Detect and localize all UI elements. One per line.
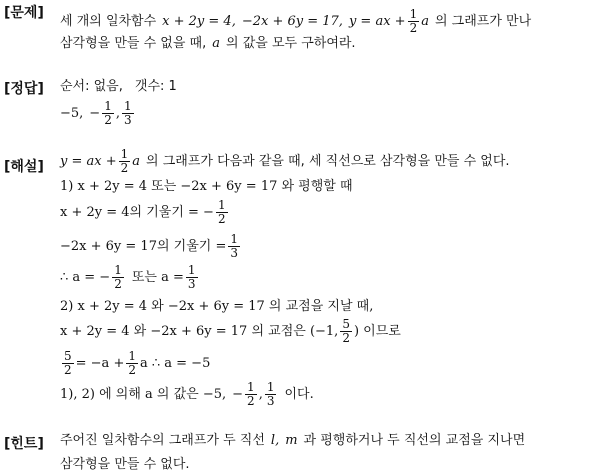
- comma: ,: [258, 386, 263, 402]
- equation: x + 2y = 4,: [162, 13, 236, 29]
- answer-value: −5,: [60, 105, 84, 121]
- solution-line-4: [60, 233, 242, 259]
- hint-label: [힌트]: [4, 436, 44, 452]
- fraction: $\frac{1}{2}$: [217, 198, 226, 226]
- variable: a: [132, 153, 141, 169]
- fraction: $\frac{1}{3}$: [187, 263, 196, 291]
- comma: ,: [115, 105, 120, 121]
- fraction: $\frac{5}{2}$: [342, 317, 350, 345]
- variable: l,: [270, 433, 280, 448]
- hint-text: 주어진 일차함수의 그래프가 두 직선: [60, 433, 265, 448]
- hint-text: 과 평행하거나 두 직선의 교점을 지나면: [303, 433, 526, 448]
- solution-line-3: [60, 199, 230, 225]
- solution-text: x + 2y = 4의 기울기 = −: [60, 204, 214, 220]
- hint-line-2: [60, 458, 190, 471]
- variable: a: [212, 36, 221, 51]
- minus-sign: −: [89, 105, 101, 121]
- solution-line-9: [60, 381, 314, 407]
- problem-text: 세 개의 일차함수: [60, 13, 157, 29]
- solution-text: 1) x + 2y = 4 또는 −2x + 6y = 17 와 평행할 때: [60, 179, 353, 194]
- problem-line-1: [60, 8, 531, 34]
- solution-text: a ∴ a = −5: [139, 355, 211, 371]
- solution-line-2: [60, 180, 353, 193]
- answer-label: [정답]: [4, 81, 44, 97]
- hint-line-1: [60, 434, 525, 447]
- fraction: $\frac{1}{2}$: [114, 263, 122, 291]
- minus-sign: −: [232, 386, 244, 402]
- solution-text: −2x + 6y = 17의 기울기 =: [60, 238, 227, 254]
- solution-line-5: [60, 264, 200, 290]
- problem-line-2: [60, 37, 356, 50]
- fraction: $\frac{1}{3}$: [230, 232, 238, 260]
- answer-order: 순서: 없음,: [60, 79, 123, 94]
- fraction: $\frac{1}{2}$: [409, 7, 418, 35]
- solution-text: 2) x + 2y = 4 와 −2x + 6y = 17 의 교점을 지날 때,: [60, 299, 374, 314]
- answer-count: 갯수: 1: [134, 79, 177, 94]
- hint-text: 삼각형을 만들 수 없다.: [60, 457, 190, 472]
- solution-text: = −a +: [75, 355, 125, 371]
- solution-line-7: [60, 318, 401, 344]
- equation: −2x + 6y = 17,: [241, 13, 343, 29]
- fraction: $\frac{1}{3}$: [266, 380, 275, 408]
- fraction: $\frac{1}{2}$: [247, 380, 255, 408]
- solution-text: 또는 a =: [131, 269, 184, 285]
- solution-text: 1), 2) 에 의해 a 의 값은 −5,: [60, 386, 227, 402]
- solution-text: 이다.: [284, 386, 314, 402]
- answer-line-1: [60, 80, 177, 93]
- solution-line-8: [60, 350, 210, 376]
- equation: y = ax +: [348, 13, 406, 29]
- fraction: $\frac{5}{2}$: [64, 349, 72, 377]
- variable: m: [285, 433, 298, 448]
- fraction: $\frac{1}{2}$: [104, 99, 112, 127]
- answer-line-2: [60, 100, 136, 126]
- problem-label: [문제]: [4, 5, 44, 21]
- fraction: $\frac{1}{2}$: [128, 349, 136, 377]
- solution-line-1: [60, 148, 510, 174]
- solution-text: x + 2y = 4 와 −2x + 6y = 17 의 교점은 (−1,: [60, 323, 339, 339]
- variable: a: [421, 13, 429, 29]
- equation: y = ax +: [60, 153, 117, 169]
- solution-label: [해설]: [4, 159, 44, 175]
- fraction: $\frac{1}{3}$: [123, 99, 132, 127]
- problem-text: 의 값을 모두 구하여라.: [226, 36, 356, 51]
- solution-line-6: [60, 300, 373, 313]
- solution-text: 의 그래프가 다음과 같을 때, 세 직선으로 삼각형을 만들 수 없다.: [146, 153, 510, 169]
- fraction: $\frac{1}{2}$: [120, 147, 129, 175]
- solution-text: ) 이므로: [353, 323, 401, 339]
- problem-text: 의 그래프가 만나: [434, 13, 532, 29]
- problem-text: 삼각형을 만들 수 없을 때,: [60, 36, 207, 51]
- solution-text: ∴ a = −: [60, 269, 111, 285]
